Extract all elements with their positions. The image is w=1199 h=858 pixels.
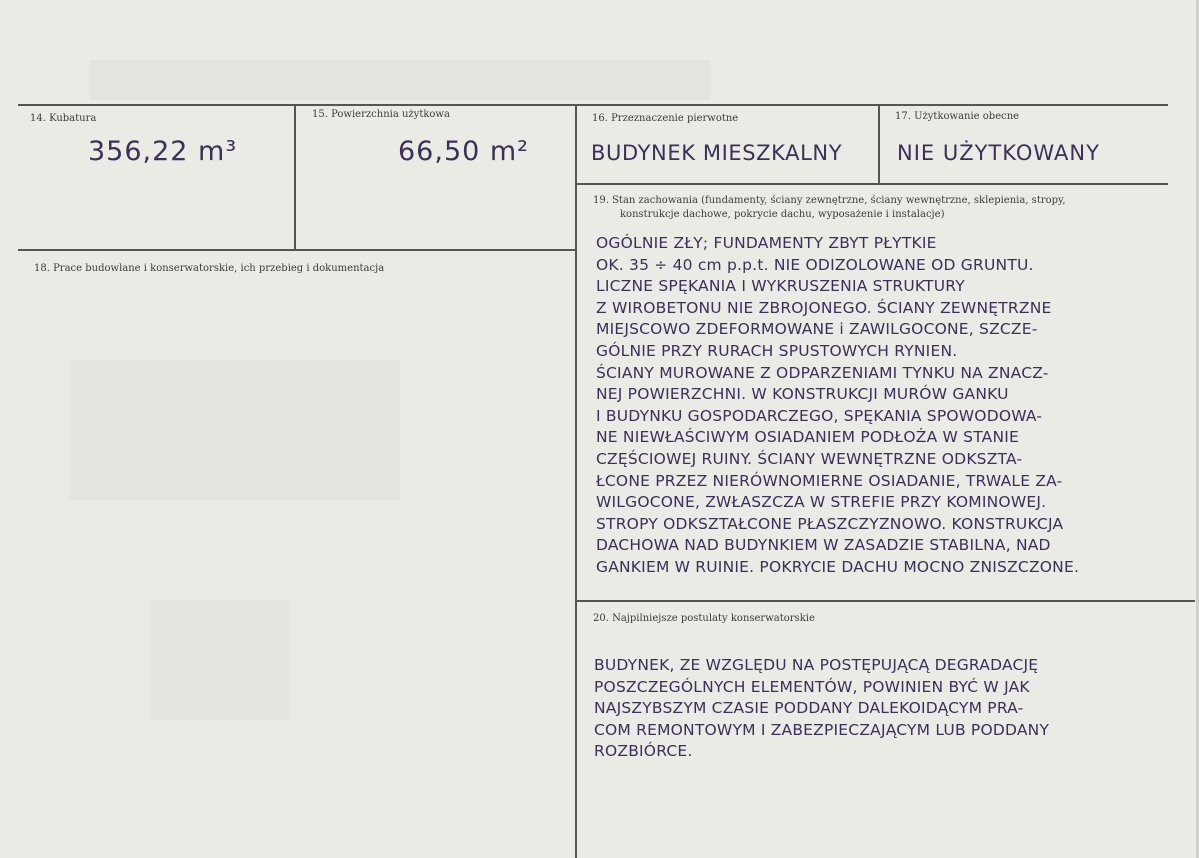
prace-label: 18. Prace budowlane i konserwatorskie, ich przebieg i dokumentacja [34, 263, 385, 274]
postulaty-label: 20. Najpilniejsze postulaty konserwatorskie [593, 613, 815, 624]
stan-line: CZĘŚCIOWEJ RUINY. ŚCIANY WEWNĘTRZNE ODKSZTA- [596, 449, 1023, 468]
postulaty-text [594, 655, 1049, 763]
stan-line: I BUDYNKU GOSPODARCZEGO, SPĘKANIA SPOWODOWA- [596, 406, 1043, 425]
stan-line: OK. 35 ÷ 40 cm p.p.t. NIE ODIZOLOWANE OD GRUNTU. [596, 255, 1034, 274]
stan-line: MIEJSCOWO ZDEFORMOWANE i ZAWILGOCONE, SZCZE- [596, 320, 1038, 339]
uzytkowanie-label: 17. Użytkowanie obecne [895, 111, 1020, 122]
rule-divider-14-15 [294, 104, 296, 250]
stan-label-line1: 19. Stan zachowania (fundamenty, ściany zewnętrzne, ściany wewnętrzne, sklepienia, stropy, [593, 195, 1066, 206]
stan-line: ŚCIANY MUROWANE Z ODPARZENIAMI TYNKU NA ZNACZ- [596, 363, 1049, 382]
stan-line: GANKIEM W RUINIE. POKRYCIE DACHU MOCNO ZNISZCZONE. [596, 557, 1080, 576]
stan-line: OGÓLNIE ZŁY; FUNDAMENTY ZBYT PŁYTKIE [596, 234, 937, 252]
stan-line: STROPY ODKSZTAŁCONE PŁASZCZYZNOWO. KONSTRUKCJA [596, 514, 1064, 533]
stan-text [596, 233, 1079, 579]
stan-line: NEJ POWIERZCHNI. W KONSTRUKCJI MURÓW GANKU [596, 385, 1009, 404]
postulaty-line: ROZBIÓRCE. [594, 742, 693, 760]
postulaty-line: COM REMONTOWYM I ZABEZPIECZAJĄCYM LUB PODDANY [594, 720, 1050, 739]
przeznaczenie-label: 16. Przeznaczenie pierwotne [592, 113, 739, 124]
rule-left-middle [18, 249, 576, 251]
stan-line: GÓLNIE PRZY RURACH SPUSTOWYCH RYNIEN. [596, 341, 958, 360]
rule-19-bottom [575, 600, 1195, 602]
uzytkowanie-value: NIE UŻYTKOWANY [897, 141, 1100, 165]
show-through-block [70, 360, 400, 500]
stan-line: NE NIEWŁAŚCIWYM OSIADANIEM PODŁOŻA W STANIE [596, 428, 1020, 447]
stan-line: LICZNE SPĘKANIA I WYKRUSZENIA STRUKTURY [596, 277, 965, 296]
show-through-block [90, 60, 710, 100]
kubatura-label: 14. Kubatura [30, 113, 97, 124]
show-through-block [150, 600, 290, 720]
rule-16-17-bottom [575, 183, 1168, 185]
stan-line: Z WIROBETONU NIE ZBROJONEGO. ŚCIANY ZEWNĘTRZNE [596, 298, 1052, 317]
kubatura-value: 356,22 m³ [88, 136, 238, 167]
powierzchnia-value: 66,50 m² [398, 136, 530, 167]
rule-top [18, 104, 1168, 106]
przeznaczenie-value: BUDYNEK MIESZKALNY [591, 141, 843, 165]
stan-label-line2: konstrukcje dachowe, pokrycie dachu, wyposażenie i instalacje) [620, 209, 945, 220]
postulaty-line: NAJSZYBSZYM CZASIE PODDANY DALEKOIDĄCYM PRA- [594, 699, 1024, 717]
stan-line: DACHOWA NAD BUDYNKIEM W ZASADZIE STABILNA, NAD [596, 536, 1051, 555]
stan-line: WILGOCONE, ZWŁASZCZA W STREFIE PRZY KOMINOWEJ. [596, 493, 1047, 512]
stan-line: ŁCONE PRZEZ NIERÓWNOMIERNE OSIADANIE, TRWALE ZA- [596, 471, 1063, 490]
postulaty-line: BUDYNEK, ZE WZGLĘDU NA POSTĘPUJĄCĄ DEGRADACJĘ [594, 656, 1039, 674]
rule-divider-15-16 [575, 104, 577, 858]
postulaty-line: POSZCZEGÓLNYCH ELEMENTÓW, POWINIEN BYĆ W JAK [594, 677, 1030, 696]
rule-divider-16-17 [878, 104, 880, 184]
powierzchnia-label: 15. Powierzchnia użytkowa [312, 109, 450, 120]
